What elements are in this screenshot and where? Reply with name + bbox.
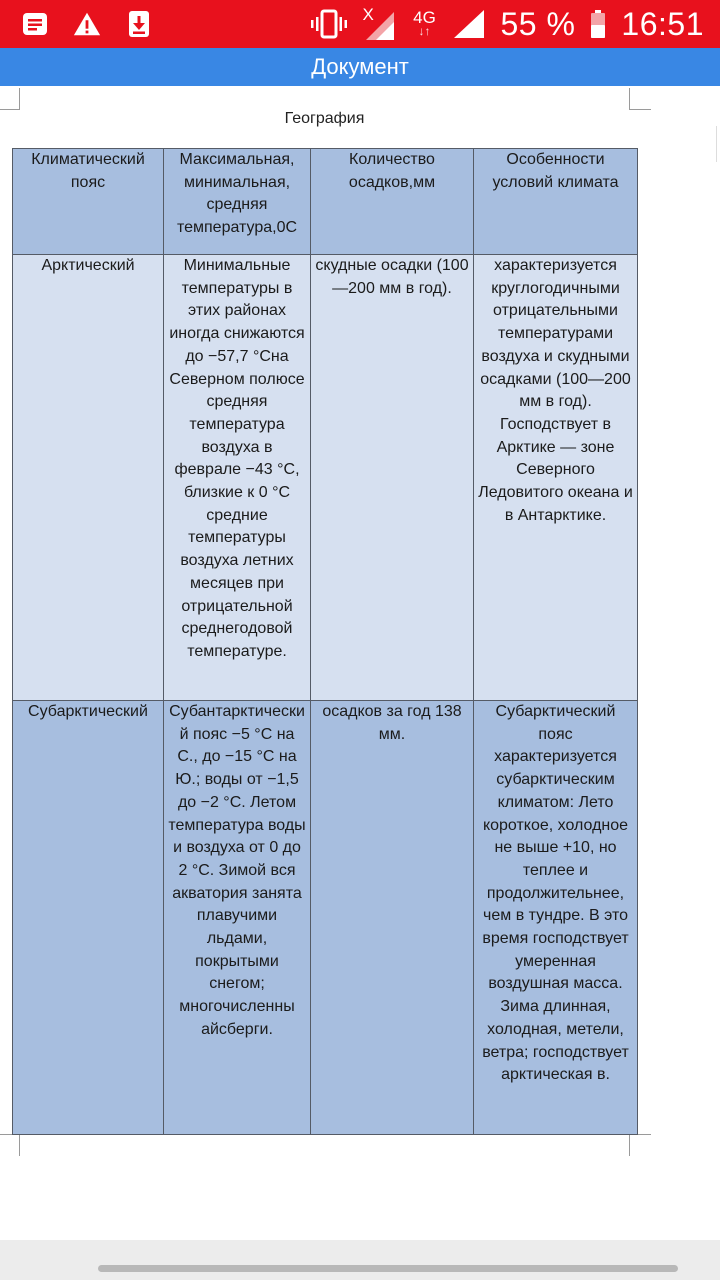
download-icon bbox=[124, 9, 154, 39]
battery-percent: 55 % bbox=[500, 5, 576, 42]
page-corner-mark bbox=[0, 1134, 20, 1156]
header-cell: Максимальная, минимальная, средняя температура,0С bbox=[164, 149, 311, 255]
warning-icon bbox=[72, 9, 102, 39]
climate-table bbox=[12, 148, 638, 1135]
clock: 16:51 bbox=[621, 5, 704, 42]
page-edge-mark bbox=[716, 126, 717, 162]
horizontal-scrollbar[interactable] bbox=[98, 1265, 678, 1272]
status-bar-system bbox=[310, 0, 704, 48]
table-row bbox=[13, 701, 638, 1135]
table-cell: Субарктический пояс характеризуется субарктическим климатом: Лето короткое, холодное не выше +10, но теплее и продолжительнее, чем в тундре. В это время господствует умеренная воздушная масса. Зима длинная, холодная, метели, ветра; господствует арктическая в. bbox=[474, 701, 638, 1135]
header-cell: Количество осадков,мм bbox=[311, 149, 474, 255]
network-label: 4G bbox=[413, 8, 436, 27]
status-bar bbox=[0, 0, 720, 48]
table-cell: скудные осадки (100—200 мм в год). bbox=[311, 255, 474, 701]
signal-x-label: X bbox=[362, 5, 374, 24]
network-type bbox=[410, 8, 438, 38]
table-row bbox=[13, 255, 638, 701]
notification-list-icon bbox=[20, 9, 50, 39]
table-cell: Арктический bbox=[13, 255, 164, 701]
app-bar bbox=[0, 48, 720, 86]
document-title: География bbox=[284, 110, 365, 127]
table-cell: Субарктический bbox=[13, 701, 164, 1135]
header-cell: Особенности условий климата bbox=[474, 149, 638, 255]
page-corner-mark bbox=[629, 88, 651, 110]
table-cell: характеризуется круглогодичными отрицательными температурами воздуха и скудными осадками (100—200 мм в год). Господствует в Арктике — зоне Северного Ледовитого океана и в Антарктике. bbox=[474, 255, 638, 701]
signal-2-icon bbox=[452, 8, 486, 40]
table-cell: осадков за год 138 мм. bbox=[311, 701, 474, 1135]
app-bar-title: Документ bbox=[311, 54, 409, 79]
status-bar-notifications bbox=[20, 0, 154, 48]
data-arrows-icon: ↓↑ bbox=[418, 24, 431, 38]
table-cell: Субантарктический пояс −5 °C на С., до −15 °C на Ю.; воды от −1,5 до −2 °C. Летом температура воды и воздуха от 0 до 2 °C. Зимой вся акватория занята плавучими льдами, покрытыми снегом; многочисленны айсберги. bbox=[164, 701, 311, 1135]
table-header-row bbox=[13, 149, 638, 255]
page-corner-mark bbox=[0, 88, 20, 110]
page-corner-mark bbox=[629, 1134, 651, 1156]
battery-icon bbox=[589, 9, 607, 39]
table-cell: Минимальные температуры в этих районах иногда снижаются до −57,7 °Сна Северном полюсе средняя температура воздуха в феврале −43 °С, близкие к 0 °C средние температуры воздуха летних месяцев при отрицательной среднегодовой температуре. bbox=[164, 255, 311, 701]
header-cell: Климатический пояс bbox=[13, 149, 164, 255]
signal-1-icon bbox=[362, 4, 396, 44]
bottom-panel bbox=[0, 1240, 720, 1280]
vibrate-icon bbox=[310, 9, 348, 39]
document-view[interactable] bbox=[0, 86, 720, 1240]
